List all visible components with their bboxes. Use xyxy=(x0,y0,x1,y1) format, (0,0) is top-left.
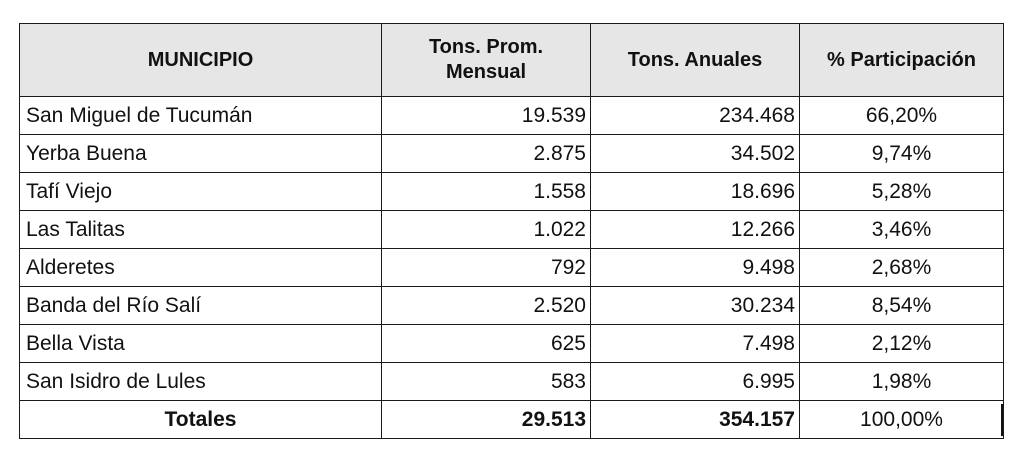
text-cursor-mark xyxy=(1001,404,1003,436)
tons-mensual-cell: 1.022 xyxy=(382,211,591,249)
tons-mensual-cell: 583 xyxy=(382,363,591,401)
tons-anuales-cell: 9.498 xyxy=(591,249,800,287)
participacion-cell: 9,74% xyxy=(800,135,1004,173)
tons-mensual-cell: 1.558 xyxy=(382,173,591,211)
municipal-tonnage-table xyxy=(19,23,1004,439)
participacion-cell: 8,54% xyxy=(800,287,1004,325)
tons-mensual-cell: 2.875 xyxy=(382,135,591,173)
municipal-tonnage-table-container xyxy=(19,23,1004,439)
participacion-cell: 3,46% xyxy=(800,211,1004,249)
participacion-cell: 2,68% xyxy=(800,249,1004,287)
totals-tons-mensual: 29.513 xyxy=(382,401,591,439)
tons-anuales-cell: 18.696 xyxy=(591,173,800,211)
totals-label: Totales xyxy=(20,401,382,439)
header-municipio: MUNICIPIO xyxy=(20,24,382,97)
table-row xyxy=(20,97,1004,135)
participacion-cell: 2,12% xyxy=(800,325,1004,363)
header-tons-prom-mensual xyxy=(382,24,591,97)
header-tons-anuales: Tons. Anuales xyxy=(591,24,800,97)
municipio-cell: San Isidro de Lules xyxy=(20,363,382,401)
table-row xyxy=(20,211,1004,249)
header-participacion: % Participación xyxy=(800,24,1004,97)
tons-anuales-cell: 30.234 xyxy=(591,287,800,325)
municipio-cell: Banda del Río Salí xyxy=(20,287,382,325)
tons-mensual-cell: 19.539 xyxy=(382,97,591,135)
municipio-cell: Bella Vista xyxy=(20,325,382,363)
table-row xyxy=(20,287,1004,325)
municipio-cell: Tafí Viejo xyxy=(20,173,382,211)
totals-tons-anuales: 354.157 xyxy=(591,401,800,439)
table-row xyxy=(20,173,1004,211)
table-row xyxy=(20,325,1004,363)
municipio-cell: Las Talitas xyxy=(20,211,382,249)
participacion-cell: 1,98% xyxy=(800,363,1004,401)
table-row xyxy=(20,249,1004,287)
municipio-cell: San Miguel de Tucumán xyxy=(20,97,382,135)
tons-anuales-cell: 34.502 xyxy=(591,135,800,173)
table-header-row xyxy=(20,24,1004,97)
tons-anuales-cell: 7.498 xyxy=(591,325,800,363)
tons-anuales-cell: 6.995 xyxy=(591,363,800,401)
tons-mensual-cell: 2.520 xyxy=(382,287,591,325)
totals-row xyxy=(20,401,1004,439)
header-tons-prom-mensual-label: Tons. Prom. Mensual xyxy=(428,36,544,83)
tons-anuales-cell: 12.266 xyxy=(591,211,800,249)
tons-mensual-cell: 625 xyxy=(382,325,591,363)
tons-mensual-cell: 792 xyxy=(382,249,591,287)
participacion-cell: 5,28% xyxy=(800,173,1004,211)
tons-anuales-cell: 234.468 xyxy=(591,97,800,135)
table-row xyxy=(20,135,1004,173)
participacion-cell: 66,20% xyxy=(800,97,1004,135)
totals-participacion: 100,00% xyxy=(800,401,1004,439)
table-row xyxy=(20,363,1004,401)
municipio-cell: Alderetes xyxy=(20,249,382,287)
municipio-cell: Yerba Buena xyxy=(20,135,382,173)
